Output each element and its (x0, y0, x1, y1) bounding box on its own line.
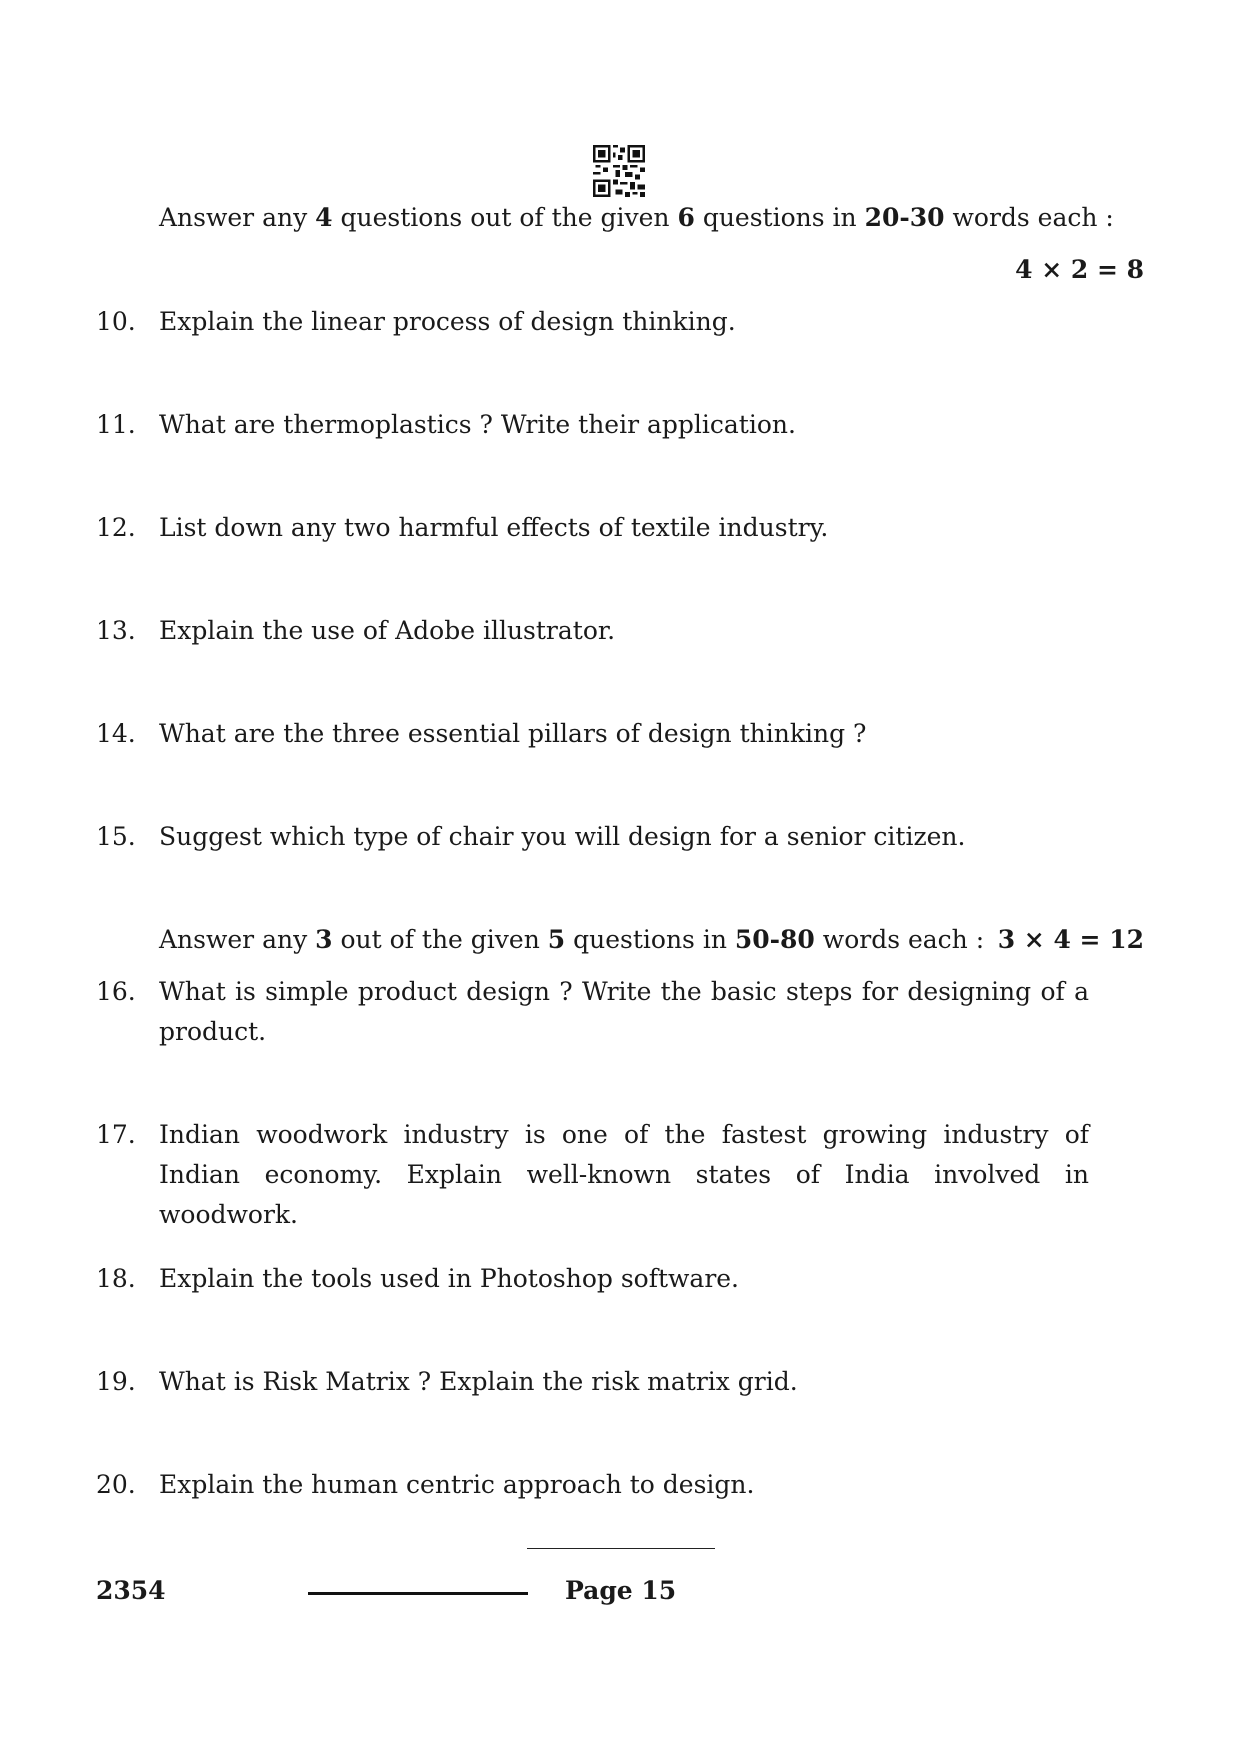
page-number: Page 15 (565, 1576, 677, 1605)
question-text: What is Risk Matrix ? Explain the risk matrix grid. (159, 1367, 798, 1396)
question-text: Indian woodwork industry is one of the fastest growing industry of Indian economy. Explain well-known states of India involved in woodwork. (159, 1120, 1089, 1229)
question-number: 14. (96, 719, 136, 748)
question-text: Explain the use of Adobe illustrator. (159, 616, 616, 645)
question-text: Suggest which type of chair you will design for a senior citizen. (159, 822, 966, 851)
question-number: 15. (96, 822, 136, 851)
question-number: 18. (96, 1264, 136, 1293)
section-a-instruction: Answer any 4 questions out of the given 6 questions in 20-30 words each : (159, 203, 1114, 232)
question-number: 10. (96, 307, 136, 336)
question-number: 17. (96, 1120, 136, 1149)
question-text: What is simple product design ? Write the basic steps for designing of a product. (159, 977, 1089, 1046)
question-number: 20. (96, 1470, 136, 1499)
qr-code-icon (593, 145, 645, 197)
question-number: 13. (96, 616, 136, 645)
question-text: Explain the tools used in Photoshop software. (159, 1264, 740, 1293)
end-divider (527, 1548, 715, 1549)
question-number: 16. (96, 977, 136, 1006)
section-b-instruction: Answer any 3 out of the given 5 questions in 50-80 words each : (159, 925, 985, 954)
question-number: 12. (96, 513, 136, 542)
question-text: What are the three essential pillars of design thinking ? (159, 719, 867, 748)
question-number: 19. (96, 1367, 136, 1396)
section-a-marks: 4 × 2 = 8 (1015, 255, 1144, 284)
section-b-marks: 3 × 4 = 12 (997, 925, 1144, 954)
paper-code: 2354 (96, 1576, 166, 1605)
question-text: Explain the human centric approach to design. (159, 1470, 755, 1499)
question-number: 11. (96, 410, 136, 439)
footer-rule (308, 1592, 528, 1595)
question-text: List down any two harmful effects of textile industry. (159, 513, 829, 542)
question-text: What are thermoplastics ? Write their application. (159, 410, 796, 439)
question-text: Explain the linear process of design thinking. (159, 307, 736, 336)
